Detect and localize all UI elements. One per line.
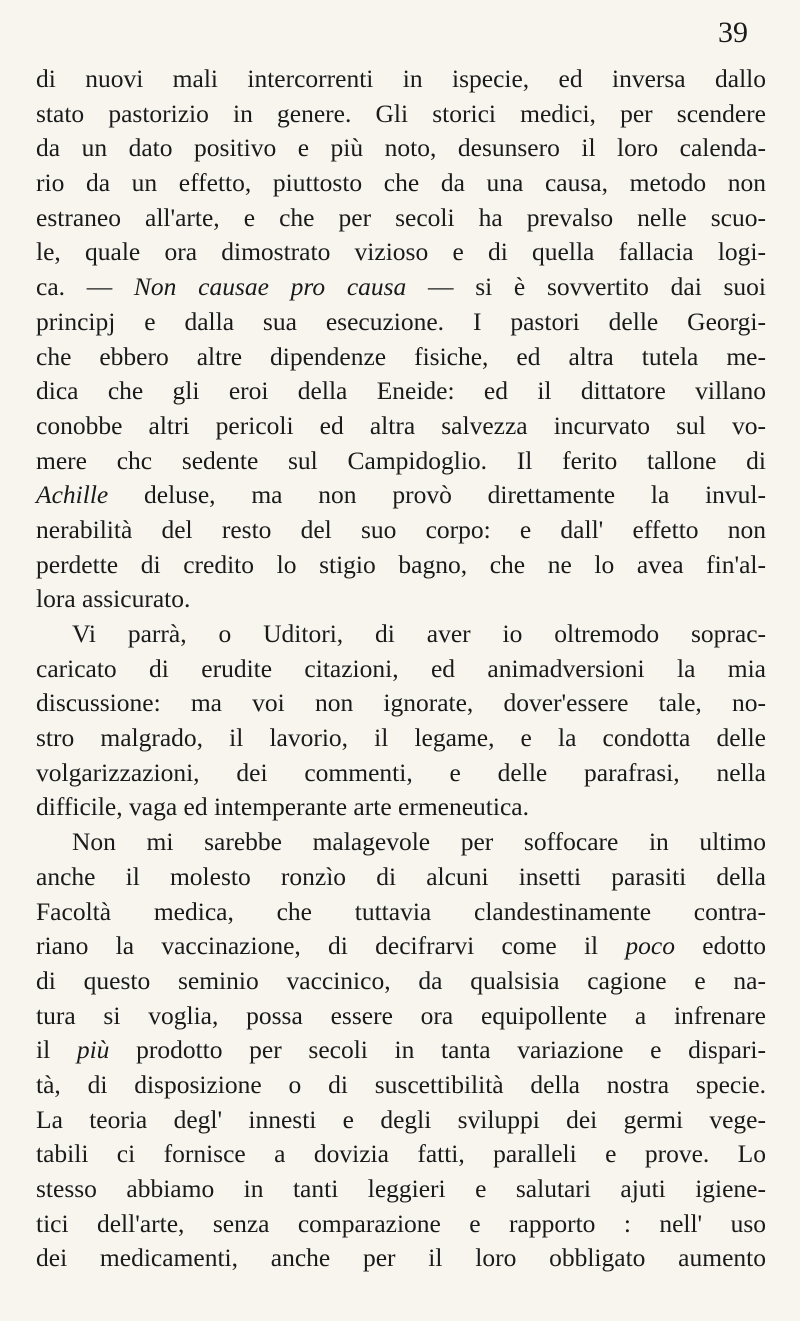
text-segment: di questo seminio vaccinico, da qualsisia cagione e na- — [36, 965, 766, 995]
text-line — [36, 1033, 766, 1068]
text-segment: stro malgrado, il lavorio, il legame, e la condotta delle — [36, 723, 766, 753]
text-line — [36, 825, 766, 860]
text-line — [36, 270, 766, 305]
text-segment: difficile, vaga ed intemperante arte ermeneutica. — [36, 792, 529, 822]
text-segment: ca. — — [36, 272, 134, 302]
text-segment: La teoria degl' innesti e degli sviluppi dei germi vege- — [36, 1104, 766, 1134]
text-segment: da un dato positivo e più noto, desunsero il loro calenda- — [36, 133, 766, 163]
text-line — [36, 340, 766, 375]
text-line — [36, 1137, 766, 1172]
text-line — [36, 513, 766, 548]
text-line — [36, 548, 766, 583]
text-line — [36, 652, 766, 687]
italic-phrase: più — [76, 1035, 110, 1065]
text-segment: tura si voglia, possa essere ora equipollente a infrenare — [36, 1000, 766, 1030]
text-line — [36, 790, 766, 825]
text-segment: perdette di credito lo stigio bagno, che ne lo avea fin'al- — [36, 549, 766, 579]
text-line — [36, 929, 766, 964]
text-line — [36, 1207, 766, 1242]
text-line — [36, 305, 766, 340]
text-line — [36, 62, 766, 97]
text-line — [36, 721, 766, 756]
text-segment: stato pastorizio in genere. Gli storici medici, per scendere — [36, 98, 766, 128]
text-segment: conobbe altri pericoli ed altra salvezza incurvato sul vo- — [36, 410, 766, 440]
text-segment: il — [36, 1035, 77, 1065]
text-line — [36, 964, 766, 999]
text-segment: nerabilità del resto del suo corpo: e dall' effetto non — [36, 514, 766, 544]
text-line — [36, 756, 766, 791]
text-line — [36, 201, 766, 236]
text-segment: mere chc sedente sul Campidoglio. Il ferito tallone di — [36, 445, 766, 475]
text-line — [36, 999, 766, 1034]
text-segment: dica che gli eroi della Eneide: ed il dittatore villano — [36, 376, 766, 406]
text-segment: estraneo all'arte, e che per secoli ha prevalso nelle scuo- — [36, 202, 766, 232]
text-segment: Facoltà medica, che tuttavia clandestinamente contra- — [36, 896, 766, 926]
page-number: 39 — [718, 16, 748, 49]
text-segment: di nuovi mali intercorrenti in ispecie, ed inversa dallo — [36, 64, 766, 93]
text-segment: Non mi sarebbe malagevole per soffocare in ultimo — [72, 827, 766, 857]
text-segment: stesso abbiamo in tanti leggieri e salutari ajuti igiene- — [36, 1174, 766, 1203]
text-line — [36, 131, 766, 166]
text-segment: discussione: ma voi non ignorate, dover'essere tale, no- — [36, 688, 766, 718]
italic-phrase: poco — [625, 931, 675, 961]
text-segment: anche il molesto ronzìo di alcuni insetti parasiti della — [36, 861, 766, 891]
text-line — [36, 1172, 766, 1207]
text-segment: — si è sovvertito dai suoi — [406, 272, 766, 302]
text-segment: tà, di disposizione o di suscettibilità della nostra specie. — [36, 1069, 766, 1099]
text-line — [36, 409, 766, 444]
text-line — [36, 478, 766, 513]
text-segment: tici dell'arte, senza comparazione e rapporto : nell' uso — [36, 1208, 766, 1238]
body-text — [36, 62, 766, 1276]
text-line — [36, 444, 766, 479]
text-segment: lora assicurato. — [36, 584, 191, 614]
text-line — [36, 895, 766, 930]
text-segment: principj e dalla sua esecuzione. I pastori delle Georgi- — [36, 306, 766, 336]
text-line — [36, 1103, 766, 1138]
italic-phrase: Non causae pro causa — [133, 272, 407, 302]
text-segment: riano la vaccinazione, di decifrarvi come il — [36, 931, 626, 961]
text-line — [36, 686, 766, 721]
text-segment: rio da un effetto, piuttosto che da una causa, metodo non — [36, 168, 766, 198]
text-segment: dei medicamenti, anche per il loro obbligato aumento — [36, 1243, 766, 1273]
text-line — [36, 860, 766, 895]
text-line — [36, 582, 766, 617]
text-segment: prodotto per secoli in tanta variazione e dispari- — [109, 1035, 766, 1065]
text-segment: che ebbero altre dipendenze fisiche, ed altra tutela me- — [36, 341, 766, 371]
text-line — [36, 617, 766, 652]
text-line — [36, 97, 766, 132]
text-segment: edotto — [675, 931, 766, 961]
text-segment: volgarizzazioni, dei commenti, e delle parafrasi, nella — [36, 757, 766, 787]
italic-phrase: Achille — [36, 480, 109, 510]
text-segment: deluse, ma non provò direttamente la invul- — [108, 480, 766, 510]
text-line — [36, 374, 766, 409]
text-segment: caricato di erudite citazioni, ed animadversioni la mia — [36, 653, 766, 683]
text-line — [36, 1068, 766, 1103]
text-line — [36, 166, 766, 201]
text-segment: tabili ci fornisce a dovizia fatti, paralleli e prove. Lo — [36, 1139, 766, 1169]
text-segment: Vi parrà, o Uditori, di aver io oltremodo soprac- — [72, 619, 766, 648]
text-segment: le, quale ora dimostrato vizioso e di quella fallacia logi- — [36, 237, 766, 267]
text-line — [36, 235, 766, 270]
text-line — [36, 1241, 766, 1276]
